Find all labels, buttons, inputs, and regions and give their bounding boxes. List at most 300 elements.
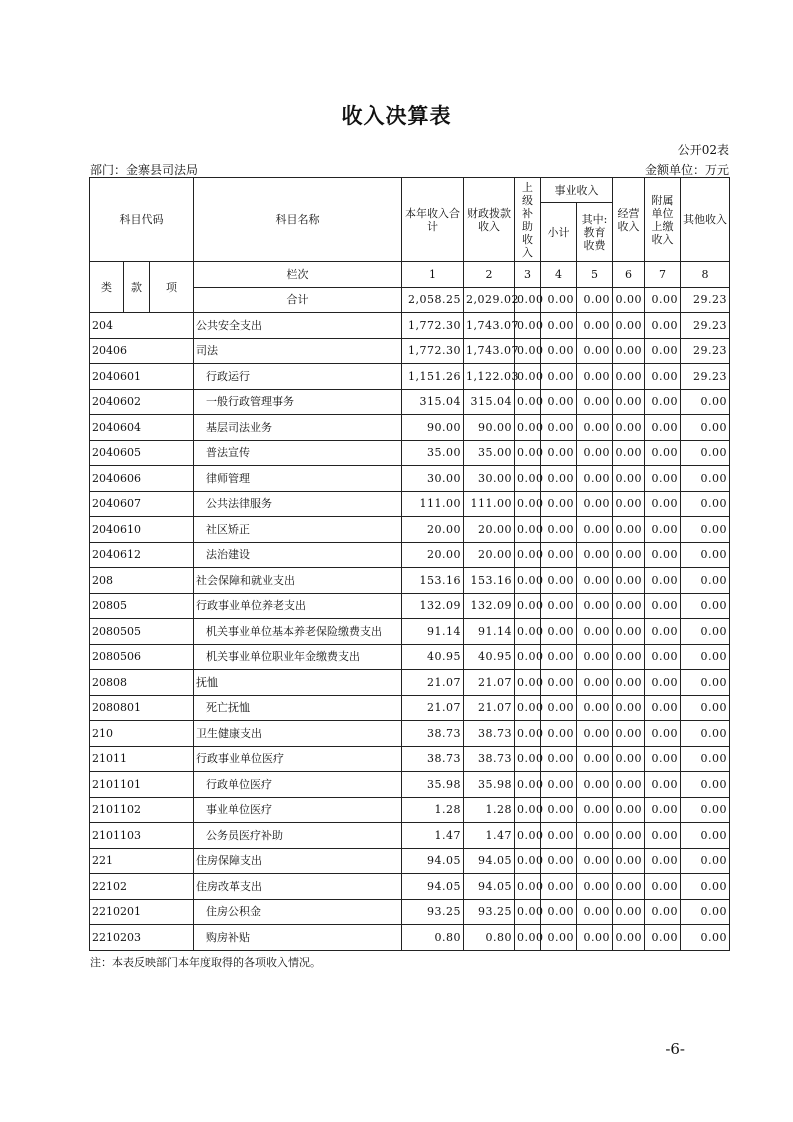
sum-cell: 29.23 (681, 287, 730, 313)
row-name: 住房公积金 (194, 899, 402, 925)
row-code: 21011 (90, 746, 194, 772)
row-value: 153.16 (464, 568, 515, 594)
row-value: 0.00 (681, 466, 730, 492)
table-row (90, 338, 730, 364)
row-value: 0.80 (402, 925, 464, 951)
row-value: 21.07 (464, 695, 515, 721)
row-value: 0.00 (515, 389, 541, 415)
col-number: 7 (645, 262, 681, 288)
row-value: 0.00 (613, 593, 645, 619)
row-value: 40.95 (402, 644, 464, 670)
col-number: 4 (541, 262, 577, 288)
row-value: 21.07 (402, 670, 464, 696)
row-code: 2101101 (90, 772, 194, 798)
row-code: 204 (90, 313, 194, 339)
row-value: 0.00 (613, 338, 645, 364)
row-code: 2040610 (90, 517, 194, 543)
row-value: 0.00 (577, 440, 613, 466)
row-name: 行政运行 (194, 364, 402, 390)
row-value: 0.00 (681, 619, 730, 645)
table-row (90, 797, 730, 823)
col-number: 8 (681, 262, 730, 288)
row-value: 0.00 (681, 593, 730, 619)
row-value: 0.00 (645, 517, 681, 543)
row-value: 38.73 (464, 746, 515, 772)
row-name: 社区矫正 (194, 517, 402, 543)
row-value: 0.00 (515, 823, 541, 849)
row-name: 公共法律服务 (194, 491, 402, 517)
row-code: 2210201 (90, 899, 194, 925)
row-value: 0.00 (681, 848, 730, 874)
header-operating: 经营收入 (613, 178, 645, 262)
row-code: 2101103 (90, 823, 194, 849)
row-value: 0.00 (541, 568, 577, 594)
row-value: 0.00 (515, 721, 541, 747)
sum-cell: 2,058.25 (402, 287, 464, 313)
row-value: 0.80 (464, 925, 515, 951)
row-code: 2040602 (90, 389, 194, 415)
row-value: 132.09 (464, 593, 515, 619)
row-name: 机关事业单位基本养老保险缴费支出 (194, 619, 402, 645)
table-row (90, 415, 730, 441)
row-code: 210 (90, 721, 194, 747)
row-code: 20406 (90, 338, 194, 364)
row-value: 111.00 (464, 491, 515, 517)
row-value: 90.00 (402, 415, 464, 441)
row-value: 0.00 (613, 925, 645, 951)
row-value: 0.00 (515, 440, 541, 466)
row-value: 1,772.30 (402, 313, 464, 339)
row-value: 0.00 (541, 746, 577, 772)
page-title: 收入决算表 (341, 103, 452, 128)
row-value: 0.00 (577, 925, 613, 951)
row-value: 0.00 (613, 389, 645, 415)
row-value: 0.00 (681, 644, 730, 670)
row-value: 0.00 (515, 874, 541, 900)
row-value: 0.00 (541, 313, 577, 339)
row-value: 0.00 (613, 721, 645, 747)
row-value: 38.73 (464, 721, 515, 747)
row-value: 0.00 (577, 874, 613, 900)
row-value: 29.23 (681, 313, 730, 339)
row-value: 0.00 (645, 568, 681, 594)
header-subtotal: 小计 (541, 203, 577, 262)
row-value: 0.00 (541, 695, 577, 721)
row-value: 0.00 (541, 670, 577, 696)
row-value: 0.00 (515, 925, 541, 951)
table-row (90, 925, 730, 951)
header-total: 本年收入合计 (402, 178, 464, 262)
sum-cell: 0.00 (515, 287, 541, 313)
sum-cell: 2,029.02 (464, 287, 515, 313)
row-value: 0.00 (681, 695, 730, 721)
row-value: 0.00 (577, 899, 613, 925)
row-value: 0.00 (541, 593, 577, 619)
row-value: 0.00 (645, 746, 681, 772)
row-name: 机关事业单位职业年金缴费支出 (194, 644, 402, 670)
table-row (90, 364, 730, 390)
row-value: 38.73 (402, 746, 464, 772)
sum-cell: 0.00 (577, 287, 613, 313)
row-value: 0.00 (515, 313, 541, 339)
row-value: 0.00 (681, 542, 730, 568)
row-value: 0.00 (577, 797, 613, 823)
row-code: 2040604 (90, 415, 194, 441)
row-name: 基层司法业务 (194, 415, 402, 441)
row-value: 0.00 (541, 772, 577, 798)
col-number: 2 (464, 262, 515, 288)
row-value: 0.00 (645, 899, 681, 925)
row-value: 0.00 (515, 466, 541, 492)
header-education: 其中:教育收费 (577, 203, 613, 262)
row-value: 0.00 (613, 568, 645, 594)
row-value: 30.00 (464, 466, 515, 492)
row-value: 0.00 (613, 440, 645, 466)
row-value: 0.00 (541, 925, 577, 951)
row-value: 0.00 (515, 797, 541, 823)
row-value: 0.00 (645, 797, 681, 823)
row-name: 律师管理 (194, 466, 402, 492)
row-value: 0.00 (541, 364, 577, 390)
row-value: 0.00 (681, 517, 730, 543)
row-value: 1.47 (402, 823, 464, 849)
row-value: 94.05 (464, 874, 515, 900)
header-superior: 上级补助收入 (515, 178, 541, 262)
table-row (90, 695, 730, 721)
row-value: 1.28 (402, 797, 464, 823)
row-code: 2040606 (90, 466, 194, 492)
col-number: 1 (402, 262, 464, 288)
sum-label: 合计 (194, 287, 402, 313)
row-value: 0.00 (681, 415, 730, 441)
income-table (89, 177, 730, 951)
header-lei: 类 (90, 262, 124, 313)
row-value: 29.23 (681, 338, 730, 364)
row-name: 司法 (194, 338, 402, 364)
row-value: 0.00 (515, 364, 541, 390)
header-business: 事业收入 (541, 178, 613, 203)
row-value: 0.00 (613, 364, 645, 390)
row-value: 0.00 (613, 670, 645, 696)
sum-cell: 0.00 (541, 287, 577, 313)
row-value: 20.00 (402, 517, 464, 543)
row-value: 90.00 (464, 415, 515, 441)
row-value: 0.00 (645, 925, 681, 951)
row-value: 1,122.03 (464, 364, 515, 390)
row-value: 0.00 (645, 644, 681, 670)
row-value: 0.00 (681, 899, 730, 925)
row-value: 0.00 (541, 899, 577, 925)
row-value: 0.00 (613, 772, 645, 798)
row-value: 20.00 (464, 517, 515, 543)
row-code: 20805 (90, 593, 194, 619)
row-value: 0.00 (613, 644, 645, 670)
row-code: 22102 (90, 874, 194, 900)
row-value: 0.00 (613, 491, 645, 517)
header-xiang: 项 (150, 262, 194, 313)
row-name: 购房补贴 (194, 925, 402, 951)
row-value: 0.00 (645, 670, 681, 696)
row-value: 111.00 (402, 491, 464, 517)
col-number: 3 (515, 262, 541, 288)
row-value: 0.00 (515, 772, 541, 798)
row-value: 0.00 (515, 619, 541, 645)
row-value: 0.00 (515, 848, 541, 874)
table-row (90, 644, 730, 670)
row-value: 0.00 (515, 568, 541, 594)
table-body (90, 313, 730, 951)
row-value: 91.14 (402, 619, 464, 645)
row-value: 0.00 (541, 797, 577, 823)
row-value: 35.00 (402, 440, 464, 466)
row-value: 0.00 (645, 695, 681, 721)
row-value: 0.00 (613, 466, 645, 492)
row-value: 0.00 (515, 644, 541, 670)
row-value: 0.00 (541, 338, 577, 364)
row-value: 0.00 (541, 440, 577, 466)
row-value: 0.00 (515, 517, 541, 543)
row-value: 1.28 (464, 797, 515, 823)
row-value: 0.00 (577, 364, 613, 390)
row-code: 2080801 (90, 695, 194, 721)
row-value: 0.00 (541, 517, 577, 543)
row-value: 0.00 (541, 389, 577, 415)
row-code: 2080505 (90, 619, 194, 645)
row-code: 20808 (90, 670, 194, 696)
header-affiliated: 附属单位上缴收入 (645, 178, 681, 262)
row-value: 0.00 (613, 874, 645, 900)
row-value: 0.00 (515, 415, 541, 441)
row-value: 0.00 (541, 466, 577, 492)
table-row (90, 823, 730, 849)
row-name: 死亡抚恤 (194, 695, 402, 721)
col-number: 6 (613, 262, 645, 288)
row-name: 住房保障支出 (194, 848, 402, 874)
page-number: -6- (665, 1040, 685, 1058)
row-value: 0.00 (645, 823, 681, 849)
row-value: 315.04 (402, 389, 464, 415)
row-name: 公务员医疗补助 (194, 823, 402, 849)
row-code: 2040612 (90, 542, 194, 568)
row-code: 2101102 (90, 797, 194, 823)
header-code: 科目代码 (90, 178, 194, 262)
row-value: 0.00 (681, 721, 730, 747)
row-value: 0.00 (577, 772, 613, 798)
row-value: 0.00 (541, 848, 577, 874)
row-value: 0.00 (645, 389, 681, 415)
row-name: 行政事业单位医疗 (194, 746, 402, 772)
row-value: 0.00 (577, 746, 613, 772)
row-value: 315.04 (464, 389, 515, 415)
row-value: 1,743.07 (464, 313, 515, 339)
department-label: 部门：金寨县司法局 (90, 163, 199, 177)
row-value: 0.00 (645, 338, 681, 364)
table-row (90, 874, 730, 900)
row-name: 卫生健康支出 (194, 721, 402, 747)
row-value: 20.00 (464, 542, 515, 568)
row-value: 0.00 (541, 542, 577, 568)
row-value: 94.05 (402, 874, 464, 900)
table-row (90, 848, 730, 874)
row-name: 事业单位医疗 (194, 797, 402, 823)
table-row (90, 568, 730, 594)
row-value: 0.00 (577, 670, 613, 696)
table-row (90, 542, 730, 568)
row-name: 社会保障和就业支出 (194, 568, 402, 594)
row-code: 221 (90, 848, 194, 874)
row-value: 94.05 (464, 848, 515, 874)
row-value: 0.00 (577, 466, 613, 492)
row-value: 0.00 (645, 415, 681, 441)
row-value: 0.00 (645, 848, 681, 874)
row-value: 0.00 (577, 593, 613, 619)
row-value: 0.00 (681, 797, 730, 823)
table-row (90, 517, 730, 543)
row-name: 普法宣传 (194, 440, 402, 466)
row-value: 0.00 (681, 772, 730, 798)
row-value: 153.16 (402, 568, 464, 594)
form-number: 公开02表 (677, 143, 729, 157)
row-name: 住房改革支出 (194, 874, 402, 900)
row-value: 0.00 (645, 593, 681, 619)
table-row (90, 619, 730, 645)
row-value: 0.00 (515, 899, 541, 925)
row-value: 0.00 (541, 619, 577, 645)
row-value: 0.00 (577, 491, 613, 517)
row-name: 行政事业单位养老支出 (194, 593, 402, 619)
row-value: 21.07 (402, 695, 464, 721)
row-value: 0.00 (613, 823, 645, 849)
row-code: 2040601 (90, 364, 194, 390)
row-value: 94.05 (402, 848, 464, 874)
row-value: 0.00 (577, 695, 613, 721)
row-value: 0.00 (681, 389, 730, 415)
row-value: 0.00 (645, 772, 681, 798)
row-code: 2040605 (90, 440, 194, 466)
row-value: 0.00 (681, 440, 730, 466)
row-value: 0.00 (645, 440, 681, 466)
row-value: 0.00 (515, 338, 541, 364)
sum-cell: 0.00 (645, 287, 681, 313)
row-value: 0.00 (515, 670, 541, 696)
row-value: 0.00 (577, 721, 613, 747)
table-row (90, 593, 730, 619)
row-value: 93.25 (402, 899, 464, 925)
table-note: 注：本表反映部门本年度取得的各项收入情况。 (90, 956, 321, 969)
row-value: 29.23 (681, 364, 730, 390)
table-row (90, 313, 730, 339)
row-value: 0.00 (681, 746, 730, 772)
row-value: 0.00 (577, 644, 613, 670)
row-value: 91.14 (464, 619, 515, 645)
row-value: 0.00 (577, 823, 613, 849)
row-value: 0.00 (645, 721, 681, 747)
table-header (90, 178, 730, 313)
row-value: 35.98 (402, 772, 464, 798)
row-value: 0.00 (645, 619, 681, 645)
row-value: 0.00 (541, 721, 577, 747)
table-row (90, 899, 730, 925)
row-value: 0.00 (541, 491, 577, 517)
row-value: 0.00 (577, 313, 613, 339)
row-value: 0.00 (577, 517, 613, 543)
row-value: 0.00 (577, 415, 613, 441)
row-value: 30.00 (402, 466, 464, 492)
row-value: 0.00 (613, 517, 645, 543)
table-row (90, 772, 730, 798)
row-name: 公共安全支出 (194, 313, 402, 339)
row-value: 0.00 (681, 874, 730, 900)
row-value: 0.00 (577, 848, 613, 874)
col-number: 5 (577, 262, 613, 288)
unit-label: 金额单位：万元 (644, 163, 729, 177)
header-other: 其他收入 (681, 178, 730, 262)
row-value: 0.00 (541, 644, 577, 670)
row-name: 抚恤 (194, 670, 402, 696)
row-value: 0.00 (515, 746, 541, 772)
row-value: 0.00 (577, 389, 613, 415)
header-name: 科目名称 (194, 178, 402, 262)
row-code: 2080506 (90, 644, 194, 670)
row-value: 0.00 (645, 491, 681, 517)
row-name: 一般行政管理事务 (194, 389, 402, 415)
row-value: 0.00 (577, 338, 613, 364)
row-code: 208 (90, 568, 194, 594)
row-value: 0.00 (645, 313, 681, 339)
header-kuan: 款 (124, 262, 150, 313)
row-value: 0.00 (645, 874, 681, 900)
row-value: 1,772.30 (402, 338, 464, 364)
row-value: 0.00 (515, 593, 541, 619)
header-fiscal: 财政拨款收入 (464, 178, 515, 262)
row-value: 0.00 (515, 491, 541, 517)
table-row (90, 440, 730, 466)
row-value: 0.00 (613, 542, 645, 568)
row-value: 0.00 (645, 364, 681, 390)
row-value: 40.95 (464, 644, 515, 670)
row-value: 0.00 (681, 823, 730, 849)
sum-cell: 0.00 (613, 287, 645, 313)
row-value: 0.00 (645, 542, 681, 568)
table-row (90, 491, 730, 517)
row-value: 0.00 (541, 415, 577, 441)
row-value: 0.00 (577, 568, 613, 594)
row-value: 93.25 (464, 899, 515, 925)
row-name: 法治建设 (194, 542, 402, 568)
row-value: 0.00 (613, 695, 645, 721)
row-value: 1.47 (464, 823, 515, 849)
row-value: 0.00 (515, 542, 541, 568)
row-value: 1,151.26 (402, 364, 464, 390)
row-value: 20.00 (402, 542, 464, 568)
row-value: 0.00 (681, 670, 730, 696)
row-code: 2040607 (90, 491, 194, 517)
row-value: 0.00 (613, 899, 645, 925)
row-value: 21.07 (464, 670, 515, 696)
row-value: 132.09 (402, 593, 464, 619)
table-row (90, 746, 730, 772)
row-value: 0.00 (681, 925, 730, 951)
row-value: 0.00 (613, 848, 645, 874)
row-value: 1,743.07 (464, 338, 515, 364)
row-value: 0.00 (577, 542, 613, 568)
row-value: 0.00 (645, 466, 681, 492)
row-value: 0.00 (681, 568, 730, 594)
row-value: 0.00 (541, 823, 577, 849)
header-column-label: 栏次 (194, 262, 402, 288)
row-value: 0.00 (613, 797, 645, 823)
row-value: 38.73 (402, 721, 464, 747)
